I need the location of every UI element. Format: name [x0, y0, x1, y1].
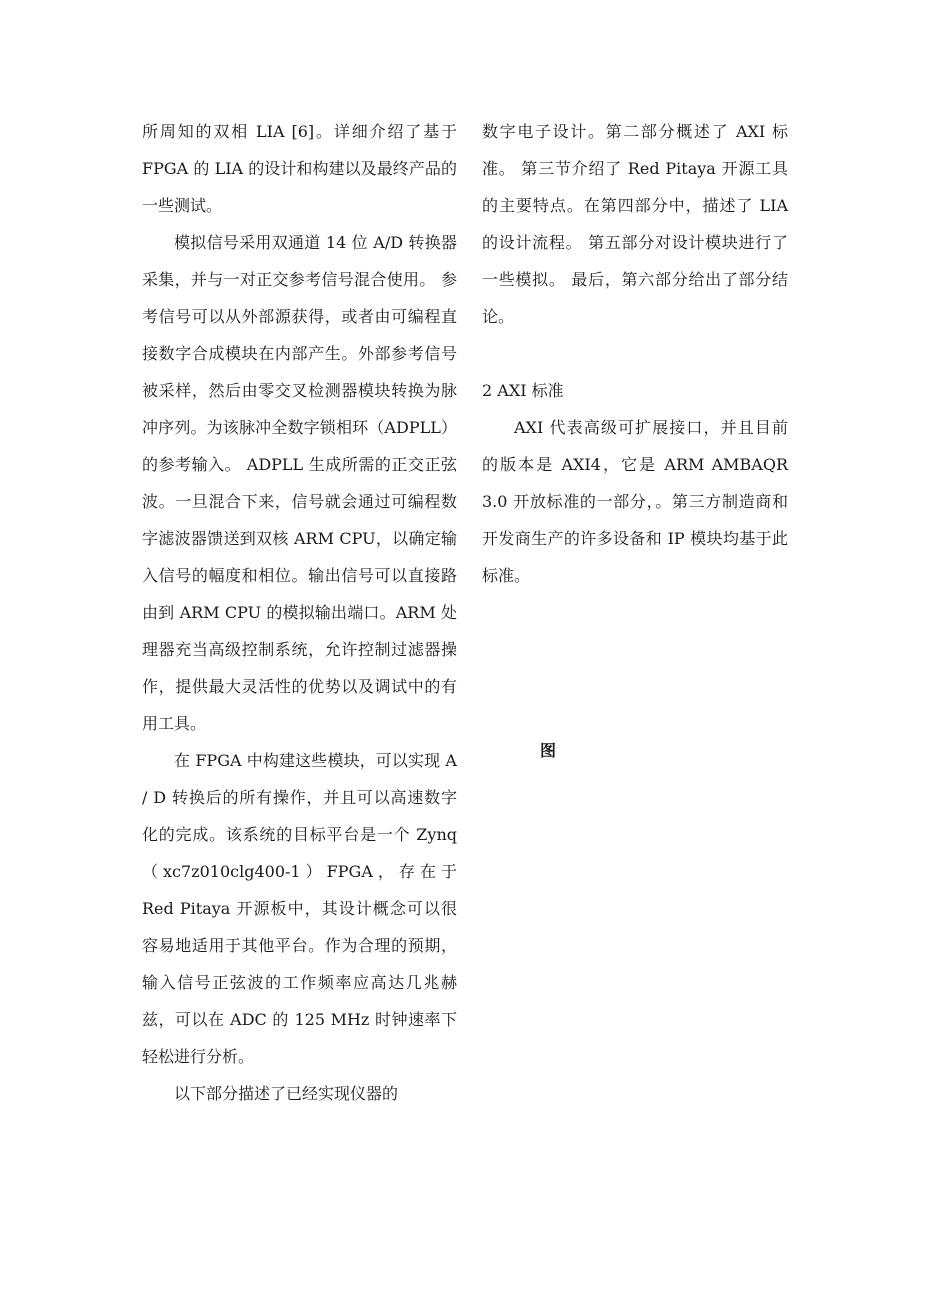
section-heading-axi: 2 AXI 标准 [482, 381, 564, 400]
paragraph-signal-acquisition: 模拟信号采用双通道 14 位 A/D 转换器采集，并与一对正交参考信号混合使用。 参考信号可以从外部源获得，或者由可编程直接数字合成模块在内部产生。外部参考信号被采样，然后由零交叉检测器模块转换为脉冲序列。为该脉冲全数字锁相环（ADPLL）的参考输入。 ADPLL 生成所需的正交正弦波。一旦混合下来，信号就会通过可编程数字滤波器馈送到双核 ARM CPU，以确定输入信号的幅度和相位。输出信号可以直接路由到 ARM CPU 的模拟输出端口。ARM 处理器充当高级控制系统，允许控制过滤器操作，提供最大灵活性的优势以及调试中的有用工具。 [142, 233, 457, 733]
left-column [142, 113, 457, 1112]
figure-caption: 图 [540, 741, 557, 760]
right-column [482, 113, 788, 806]
figure-placeholder [482, 732, 788, 806]
paragraph-continuation: 所周知的双相 LIA [6]。详细介绍了基于 FPGA 的 LIA 的设计和构建以及最终产品的一些测试。 [142, 122, 457, 215]
paragraph-paper-outline: 数字电子设计。第二部分概述了 AXI 标准。 第三节介绍了 Red Pitaya 开源工具的主要特点。在第四部分中，描述了 LIA 的设计流程。 第五部分对设计模块进行了一些模拟。 最后，第六部分给出了部分结论。 [482, 122, 788, 326]
paragraph-following-sections: 以下部分描述了已经实现仪器的 [174, 1084, 399, 1103]
paragraph-axi-description: AXI 代表高级可扩展接口，并且目前的版本是 AXI4，它是 ARM AMBAQR 3.0 开放标准的一部分，。第三方制造商和开发商生产的许多设备和 IP 模块均基于此标准。 [482, 418, 788, 585]
paragraph-fpga-platform: 在 FPGA 中构建这些模块，可以实现 A / D 转换后的所有操作，并且可以高速数字化的完成。该系统的目标平台是一个 Zynq（xc7z010clg400-1）FPGA，存在于 Red Pitaya 开源板中，其设计概念可以很容易地适用于其他平台。作为合理的预期，输入信号正弦波的工作频率应高达几兆赫兹，可以在 ADC 的 125 MHz 时钟速率下轻松进行分析。 [142, 751, 457, 1066]
